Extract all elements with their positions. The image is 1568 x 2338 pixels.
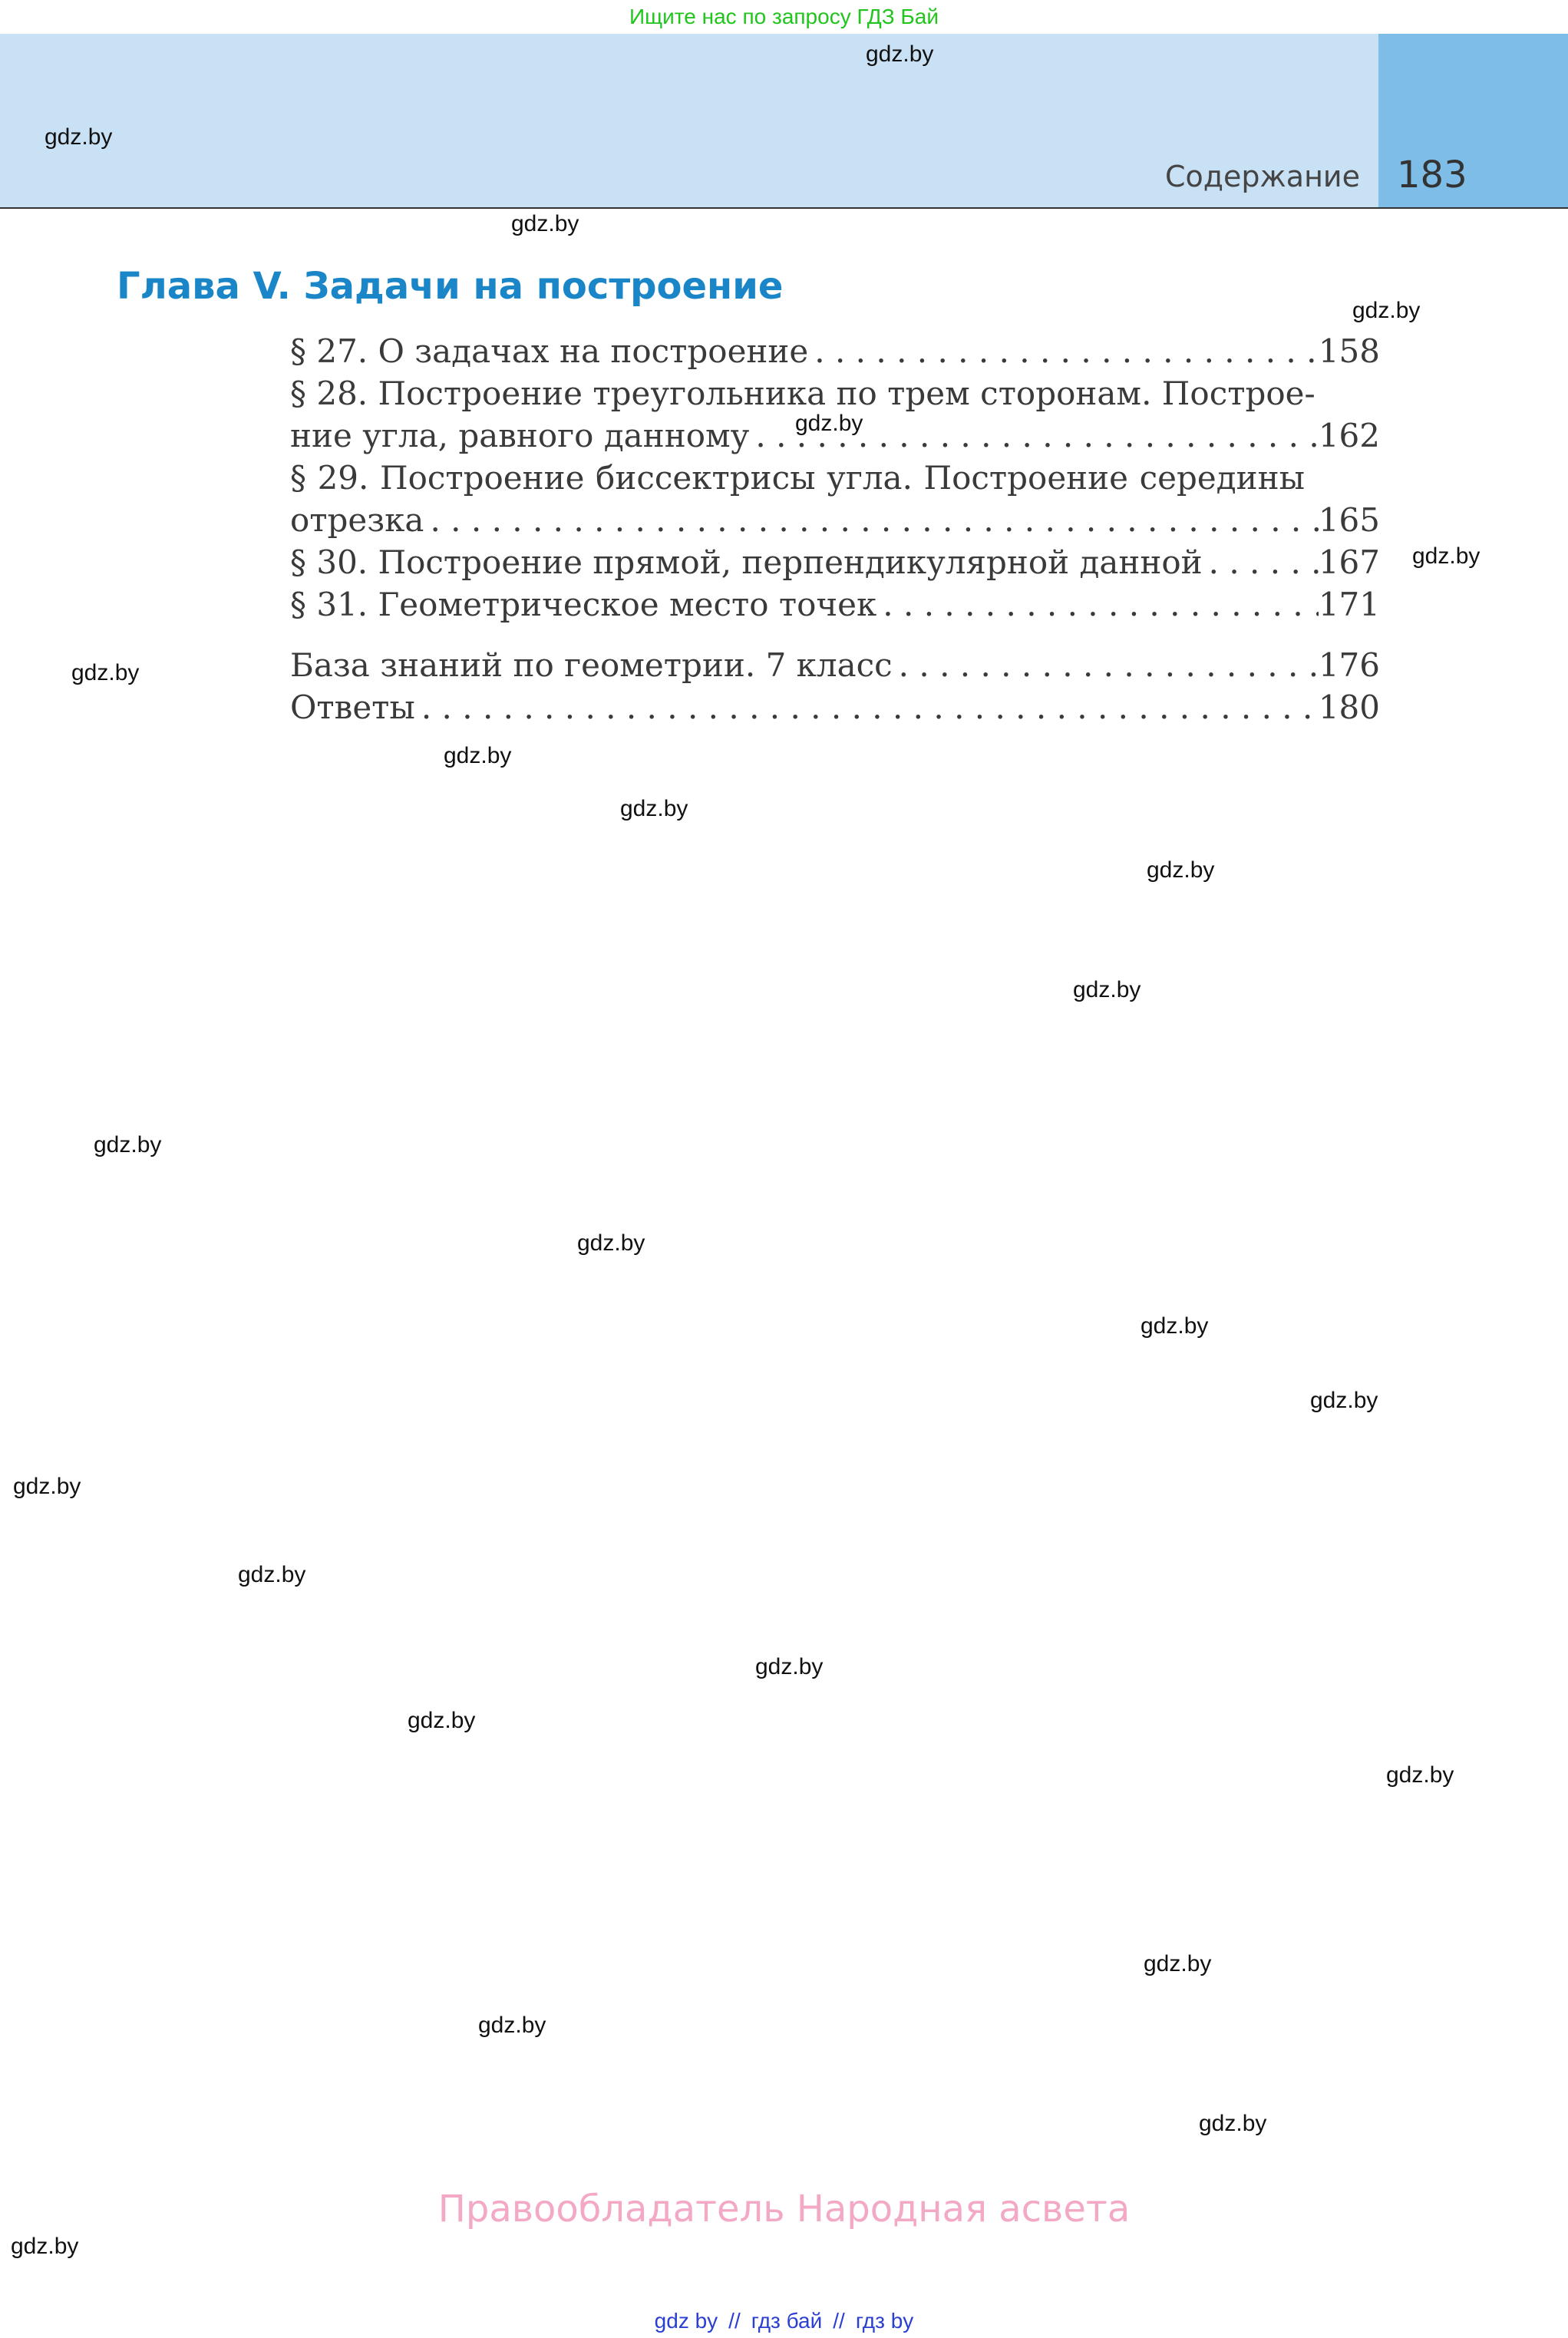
watermark: gdz.by — [478, 2013, 546, 2038]
watermark: gdz.by — [511, 211, 579, 236]
watermark: gdz.by — [238, 1562, 306, 1587]
footer-link[interactable]: гдз бай — [751, 2309, 823, 2333]
toc-extra-entry[interactable] — [290, 686, 1380, 728]
toc-entry-title: База знаний по геометрии. 7 класс — [290, 646, 893, 684]
toc-leader — [808, 330, 1319, 372]
page-number: 183 — [1397, 154, 1467, 196]
toc-extra-entry[interactable] — [290, 644, 1380, 686]
footer-link[interactable]: gdz by — [654, 2309, 718, 2333]
watermark: gdz.by — [1199, 2111, 1267, 2136]
toc-leader — [876, 583, 1319, 626]
toc-leader — [893, 644, 1319, 686]
toc-entry-page: 162 — [1318, 417, 1380, 454]
watermark: gdz.by — [755, 1654, 824, 1679]
toc-entry[interactable] — [290, 499, 1380, 541]
toc-leader — [424, 499, 1318, 541]
toc-entry[interactable] — [290, 541, 1380, 583]
toc-entry-page: 176 — [1318, 646, 1380, 684]
watermark: gdz.by — [1073, 977, 1141, 1002]
footer-link[interactable]: гдз by — [855, 2309, 914, 2333]
toc-entry-page: 180 — [1318, 689, 1380, 726]
toc-entry-title: ние угла, равного данному — [290, 417, 750, 454]
watermark: gdz.by — [795, 411, 863, 436]
watermark: gdz.by — [408, 1708, 476, 1733]
header-rule — [0, 207, 1568, 209]
toc-entry-line1[interactable]: § 29. Построение биссектрисы угла. Построение середины — [290, 459, 1305, 497]
watermark: gdz.by — [444, 743, 512, 768]
toc-entry-title: § 30. Построение прямой, перпендикулярной данной — [290, 543, 1203, 581]
toc-leader — [415, 686, 1319, 728]
toc-leader — [1203, 541, 1319, 583]
watermark: gdz.by — [1412, 543, 1481, 569]
toc-entry[interactable] — [290, 583, 1380, 626]
toc-entry-page: 171 — [1318, 586, 1380, 623]
toc-entry-title: отрезка — [290, 501, 424, 539]
watermark: gdz.by — [866, 41, 934, 67]
toc-entry-page: 158 — [1318, 332, 1380, 370]
watermark: gdz.by — [577, 1230, 645, 1256]
footer-separator: // — [833, 2309, 845, 2333]
toc-entry[interactable] — [290, 330, 1380, 372]
section-label: Содержание — [1165, 160, 1360, 193]
footer-separator: // — [728, 2309, 741, 2333]
toc-entry-page: 165 — [1318, 501, 1380, 539]
table-of-contents — [290, 330, 1380, 728]
watermark: gdz.by — [71, 660, 140, 685]
watermark: gdz.by — [1310, 1388, 1378, 1413]
chapter-title: Глава V. Задачи на построение — [117, 265, 784, 308]
toc-entry-title: § 27. О задачах на построение — [290, 332, 809, 370]
watermark: gdz.by — [13, 1474, 81, 1499]
watermark: gdz.by — [620, 796, 688, 821]
top-banner: Ищите нас по запросу ГДЗ Бай — [629, 5, 939, 28]
watermark: gdz.by — [1144, 1951, 1212, 1976]
toc-entry-page: 167 — [1318, 543, 1380, 581]
watermark: gdz.by — [1352, 298, 1421, 323]
watermark: gdz.by — [94, 1132, 162, 1157]
watermark: gdz.by — [11, 2234, 79, 2259]
watermark: gdz.by — [1147, 857, 1215, 883]
watermark: gdz.by — [1141, 1313, 1209, 1339]
toc-entry-line1[interactable]: § 28. Построение треугольника по трем сторонам. Построе- — [290, 375, 1315, 412]
toc-entry-title: Ответы — [290, 689, 415, 726]
watermark: gdz.by — [45, 124, 113, 150]
toc-gap — [290, 626, 1380, 644]
watermark: gdz.by — [1386, 1762, 1454, 1788]
toc-entry-title: § 31. Геометрическое место точек — [290, 586, 877, 623]
footer-links — [0, 2309, 1568, 2333]
copyright-notice: Правообладатель Народная асвета — [437, 2188, 1131, 2231]
